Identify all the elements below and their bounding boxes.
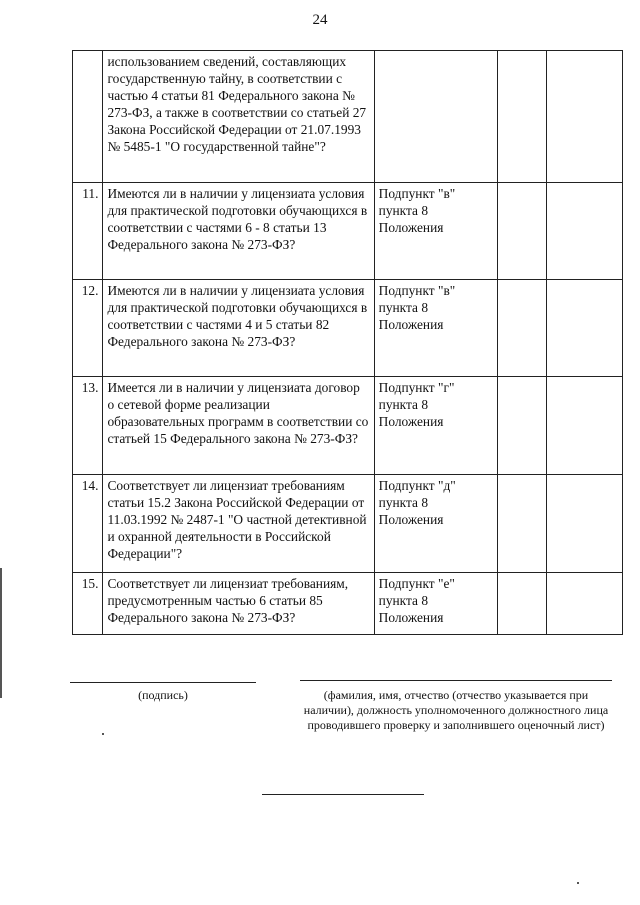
question-cell: Имеются ли в наличии у лицензиата условия для практической подготовки обучающихся в соответствии с частями 6 - 8 статьи 13 Федерального закона № 273-ФЗ?	[103, 183, 374, 280]
page-number: 24	[312, 12, 328, 28]
separator-line	[262, 794, 424, 795]
note-cell	[546, 377, 622, 475]
question-cell: Соответствует ли лицензиат требованиям, предусмотренным частью 6 статьи 85 Федерального закона № 273-ФЗ?	[103, 573, 374, 635]
answer-cell	[498, 183, 547, 280]
reference-cell	[374, 51, 497, 183]
table-row	[73, 183, 623, 280]
question-cell: использованием сведений, составляющих государственную тайну, в соответствии с частью 4 статьи 81 Федерального закона № 273-ФЗ, а также в соответствии со статьей 27 Закона Российской Федерации от 21.07.1993 № 5485-1 "О государственной тайне"?	[103, 51, 374, 183]
row-number	[73, 51, 103, 183]
table-row	[73, 573, 623, 635]
table-row	[73, 475, 623, 573]
note-cell	[546, 280, 622, 377]
margin-mark	[0, 568, 2, 698]
table-row	[73, 280, 623, 377]
table-row	[73, 377, 623, 475]
note-cell	[546, 51, 622, 183]
checklist-table	[72, 50, 623, 635]
note-cell	[546, 475, 622, 573]
signature-caption: (подпись)	[138, 688, 188, 702]
reference-cell: Подпункт "д" пункта 8 Положения	[374, 475, 497, 573]
name-line	[300, 680, 612, 681]
scan-dot	[102, 733, 104, 735]
note-cell	[546, 183, 622, 280]
row-number: 12.	[73, 280, 103, 377]
reference-cell: Подпункт "в" пункта 8 Положения	[374, 183, 497, 280]
answer-cell	[498, 51, 547, 183]
question-cell: Имеются ли в наличии у лицензиата условия для практической подготовки обучающихся в соответствии с частями 4 и 5 статьи 82 Федерального закона № 273-ФЗ?	[103, 280, 374, 377]
answer-cell	[498, 377, 547, 475]
scan-dot	[577, 882, 579, 884]
reference-cell: Подпункт "г" пункта 8 Положения	[374, 377, 497, 475]
reference-cell: Подпункт "е" пункта 8 Положения	[374, 573, 497, 635]
row-number: 13.	[73, 377, 103, 475]
note-cell	[546, 573, 622, 635]
reference-cell: Подпункт "в" пункта 8 Положения	[374, 280, 497, 377]
row-number: 15.	[73, 573, 103, 635]
row-number: 14.	[73, 475, 103, 573]
answer-cell	[498, 280, 547, 377]
answer-cell	[498, 475, 547, 573]
row-number: 11.	[73, 183, 103, 280]
answer-cell	[498, 573, 547, 635]
question-cell: Имеется ли в наличии у лицензиата договор о сетевой форме реализации образовательных программ в соответствии со статьей 15 Федерального закона № 273-ФЗ?	[103, 377, 374, 475]
signature-line	[70, 682, 256, 683]
question-cell: Соответствует ли лицензиат требованиям статьи 15.2 Закона Российской Федерации от 11.03.1992 № 2487-1 "О частной детективной и охранной деятельности в Российской Федерации"?	[103, 475, 374, 573]
name-caption: (фамилия, имя, отчество (отчество указывается при наличии), должность уполномоченного должностного лица проводившего проверку и заполнившего оценочный лист)	[303, 688, 609, 732]
table-row	[73, 51, 623, 183]
